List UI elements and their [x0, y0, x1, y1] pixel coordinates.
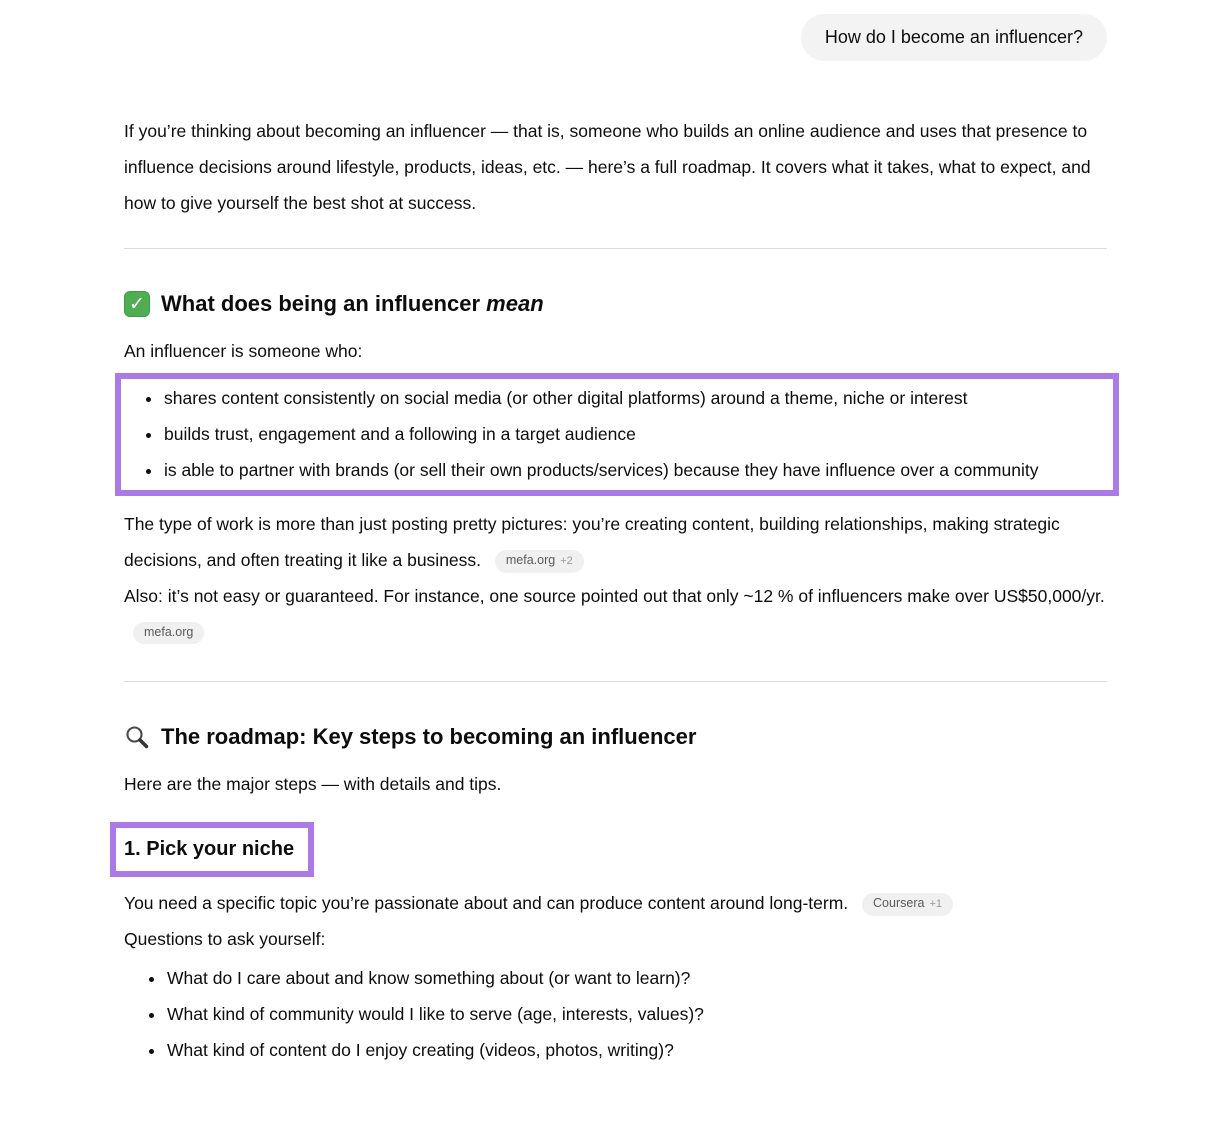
- citation-more-count: +1: [929, 898, 942, 910]
- caveat-paragraph: [124, 578, 1107, 650]
- list-item: • shares content consistently on social media (or other digital platforms) around a theme, niche or interest: [163, 380, 1113, 416]
- citation-pill[interactable]: [133, 622, 204, 644]
- section-heading-mean-text: [161, 289, 544, 319]
- check-icon: [124, 291, 150, 317]
- citation-source: Coursera: [873, 896, 925, 910]
- citation-source: mefa.org: [505, 553, 556, 567]
- user-message-row: [124, 0, 1107, 61]
- work-paragraph-text: The type of work is more than just posting pretty pictures: you’re creating content, building relationships, making strategic decisions, and often treating it like a business.: [124, 514, 1060, 570]
- list-item: • What kind of content do I enjoy creating (videos, photos, writing)?: [166, 1032, 1107, 1068]
- annotation-highlight-box: [110, 822, 314, 877]
- step1-heading: 1. Pick your niche: [124, 838, 295, 860]
- section-divider: [124, 248, 1107, 249]
- heading-prefix: What does being an influencer: [161, 291, 487, 316]
- section-heading-mean: [124, 289, 1107, 319]
- mean-lead-text: An influencer is someone who:: [124, 341, 363, 361]
- work-paragraph: [124, 506, 1107, 578]
- citation-pill[interactable]: [495, 550, 584, 573]
- list-item: • builds trust, engagement and a following in a target audience: [163, 416, 1113, 452]
- magnifier-icon: [124, 724, 150, 750]
- citation-source: mefa.org: [144, 625, 194, 639]
- intro-paragraph: If you’re thinking about becoming an influencer — that is, someone who builds an online audience and uses that presence to influence decisions around lifestyle, products, ideas, etc. — here’s a full roadmap. It covers what it takes, what to expect, and how to give yourself the best shot at success.: [124, 121, 1091, 213]
- citation-pill[interactable]: [862, 893, 953, 916]
- step1-paragraph: [124, 885, 1107, 921]
- influencer-definition-list: [121, 380, 1113, 488]
- user-message-bubble: [801, 14, 1107, 61]
- list-item: • What kind of community would I like to serve (age, interests, values)?: [166, 996, 1107, 1032]
- caveat-paragraph-text: Also: it’s not easy or guaranteed. For instance, one source pointed out that only ~12 % of influencers make over US$50,000/yr.: [124, 586, 1105, 606]
- section-divider: [124, 681, 1107, 682]
- user-message-text: How do I become an influencer?: [824, 27, 1083, 47]
- section-heading-roadmap: [124, 722, 1107, 752]
- step1-paragraph-text: You need a specific topic you’re passionate about and can produce content around long-term.: [124, 893, 849, 913]
- list-item: • is able to partner with brands (or sell their own products/services) because they have influence over a community: [163, 452, 1113, 488]
- heading-emphasis: mean: [486, 291, 544, 316]
- list-item: • What do I care about and know something about (or want to learn)?: [166, 960, 1107, 996]
- questions-lead-text: Questions to ask yourself:: [124, 929, 326, 949]
- roadmap-lead-text: Here are the major steps — with details and tips.: [124, 774, 502, 794]
- citation-more-count: +2: [560, 555, 573, 567]
- section-heading-roadmap-text: The roadmap: Key steps to becoming an influencer: [161, 724, 697, 749]
- assistant-message: [124, 113, 1107, 1068]
- questions-list: [124, 960, 1107, 1068]
- annotation-highlight-box: [115, 373, 1119, 496]
